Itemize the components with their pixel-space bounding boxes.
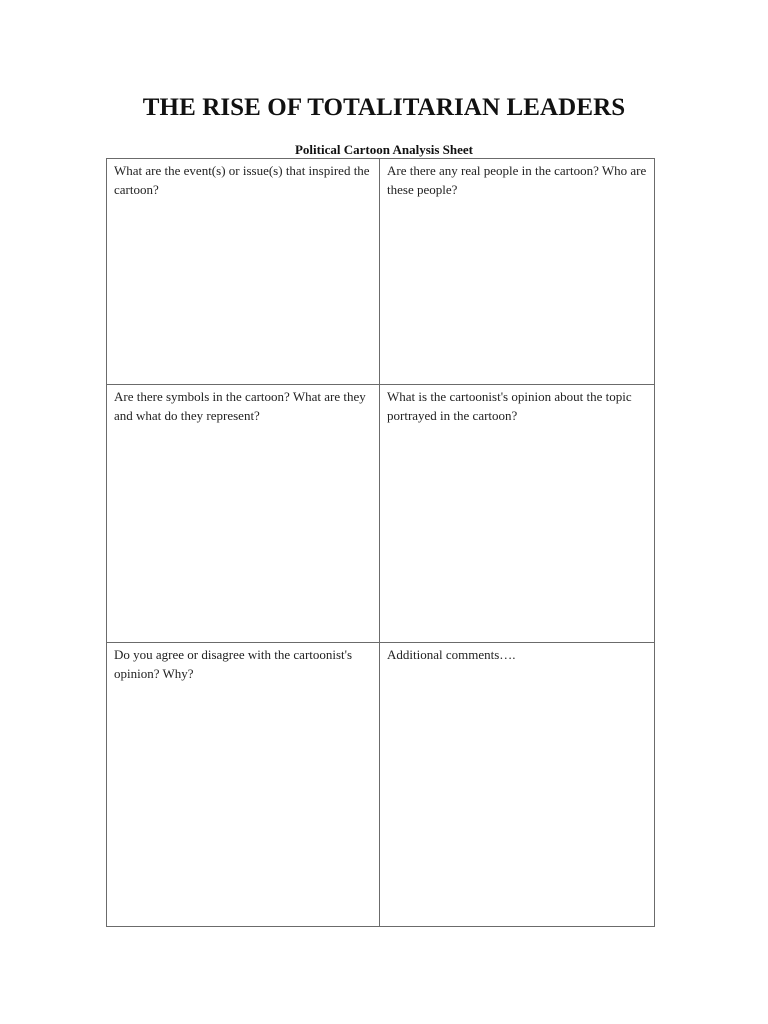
analysis-cell-people[interactable] [380,159,655,385]
analysis-table [106,158,655,927]
table-row [107,643,655,927]
analysis-cell-events[interactable] [107,159,380,385]
cell-prompt: Are there any real people in the cartoon? Who are these people? [387,163,647,197]
analysis-cell-agree[interactable] [107,643,380,927]
cell-prompt: Additional comments…. [387,647,516,662]
cell-prompt: What is the cartoonist's opinion about the topic portrayed in the cartoon? [387,389,632,423]
analysis-cell-symbols[interactable] [107,385,380,643]
cell-prompt: What are the event(s) or issue(s) that inspired the cartoon? [114,163,370,197]
cell-prompt: Are there symbols in the cartoon? What are they and what do they represent? [114,389,366,423]
document-subtitle: Political Cartoon Analysis Sheet [294,142,474,157]
analysis-cell-comments[interactable] [380,643,655,927]
table-row [107,159,655,385]
document-title: THE RISE OF TOTALITARIAN LEADERS [142,94,626,121]
table-row [107,385,655,643]
analysis-cell-opinion[interactable] [380,385,655,643]
cell-prompt: Do you agree or disagree with the cartoonist's opinion? Why? [114,647,353,681]
